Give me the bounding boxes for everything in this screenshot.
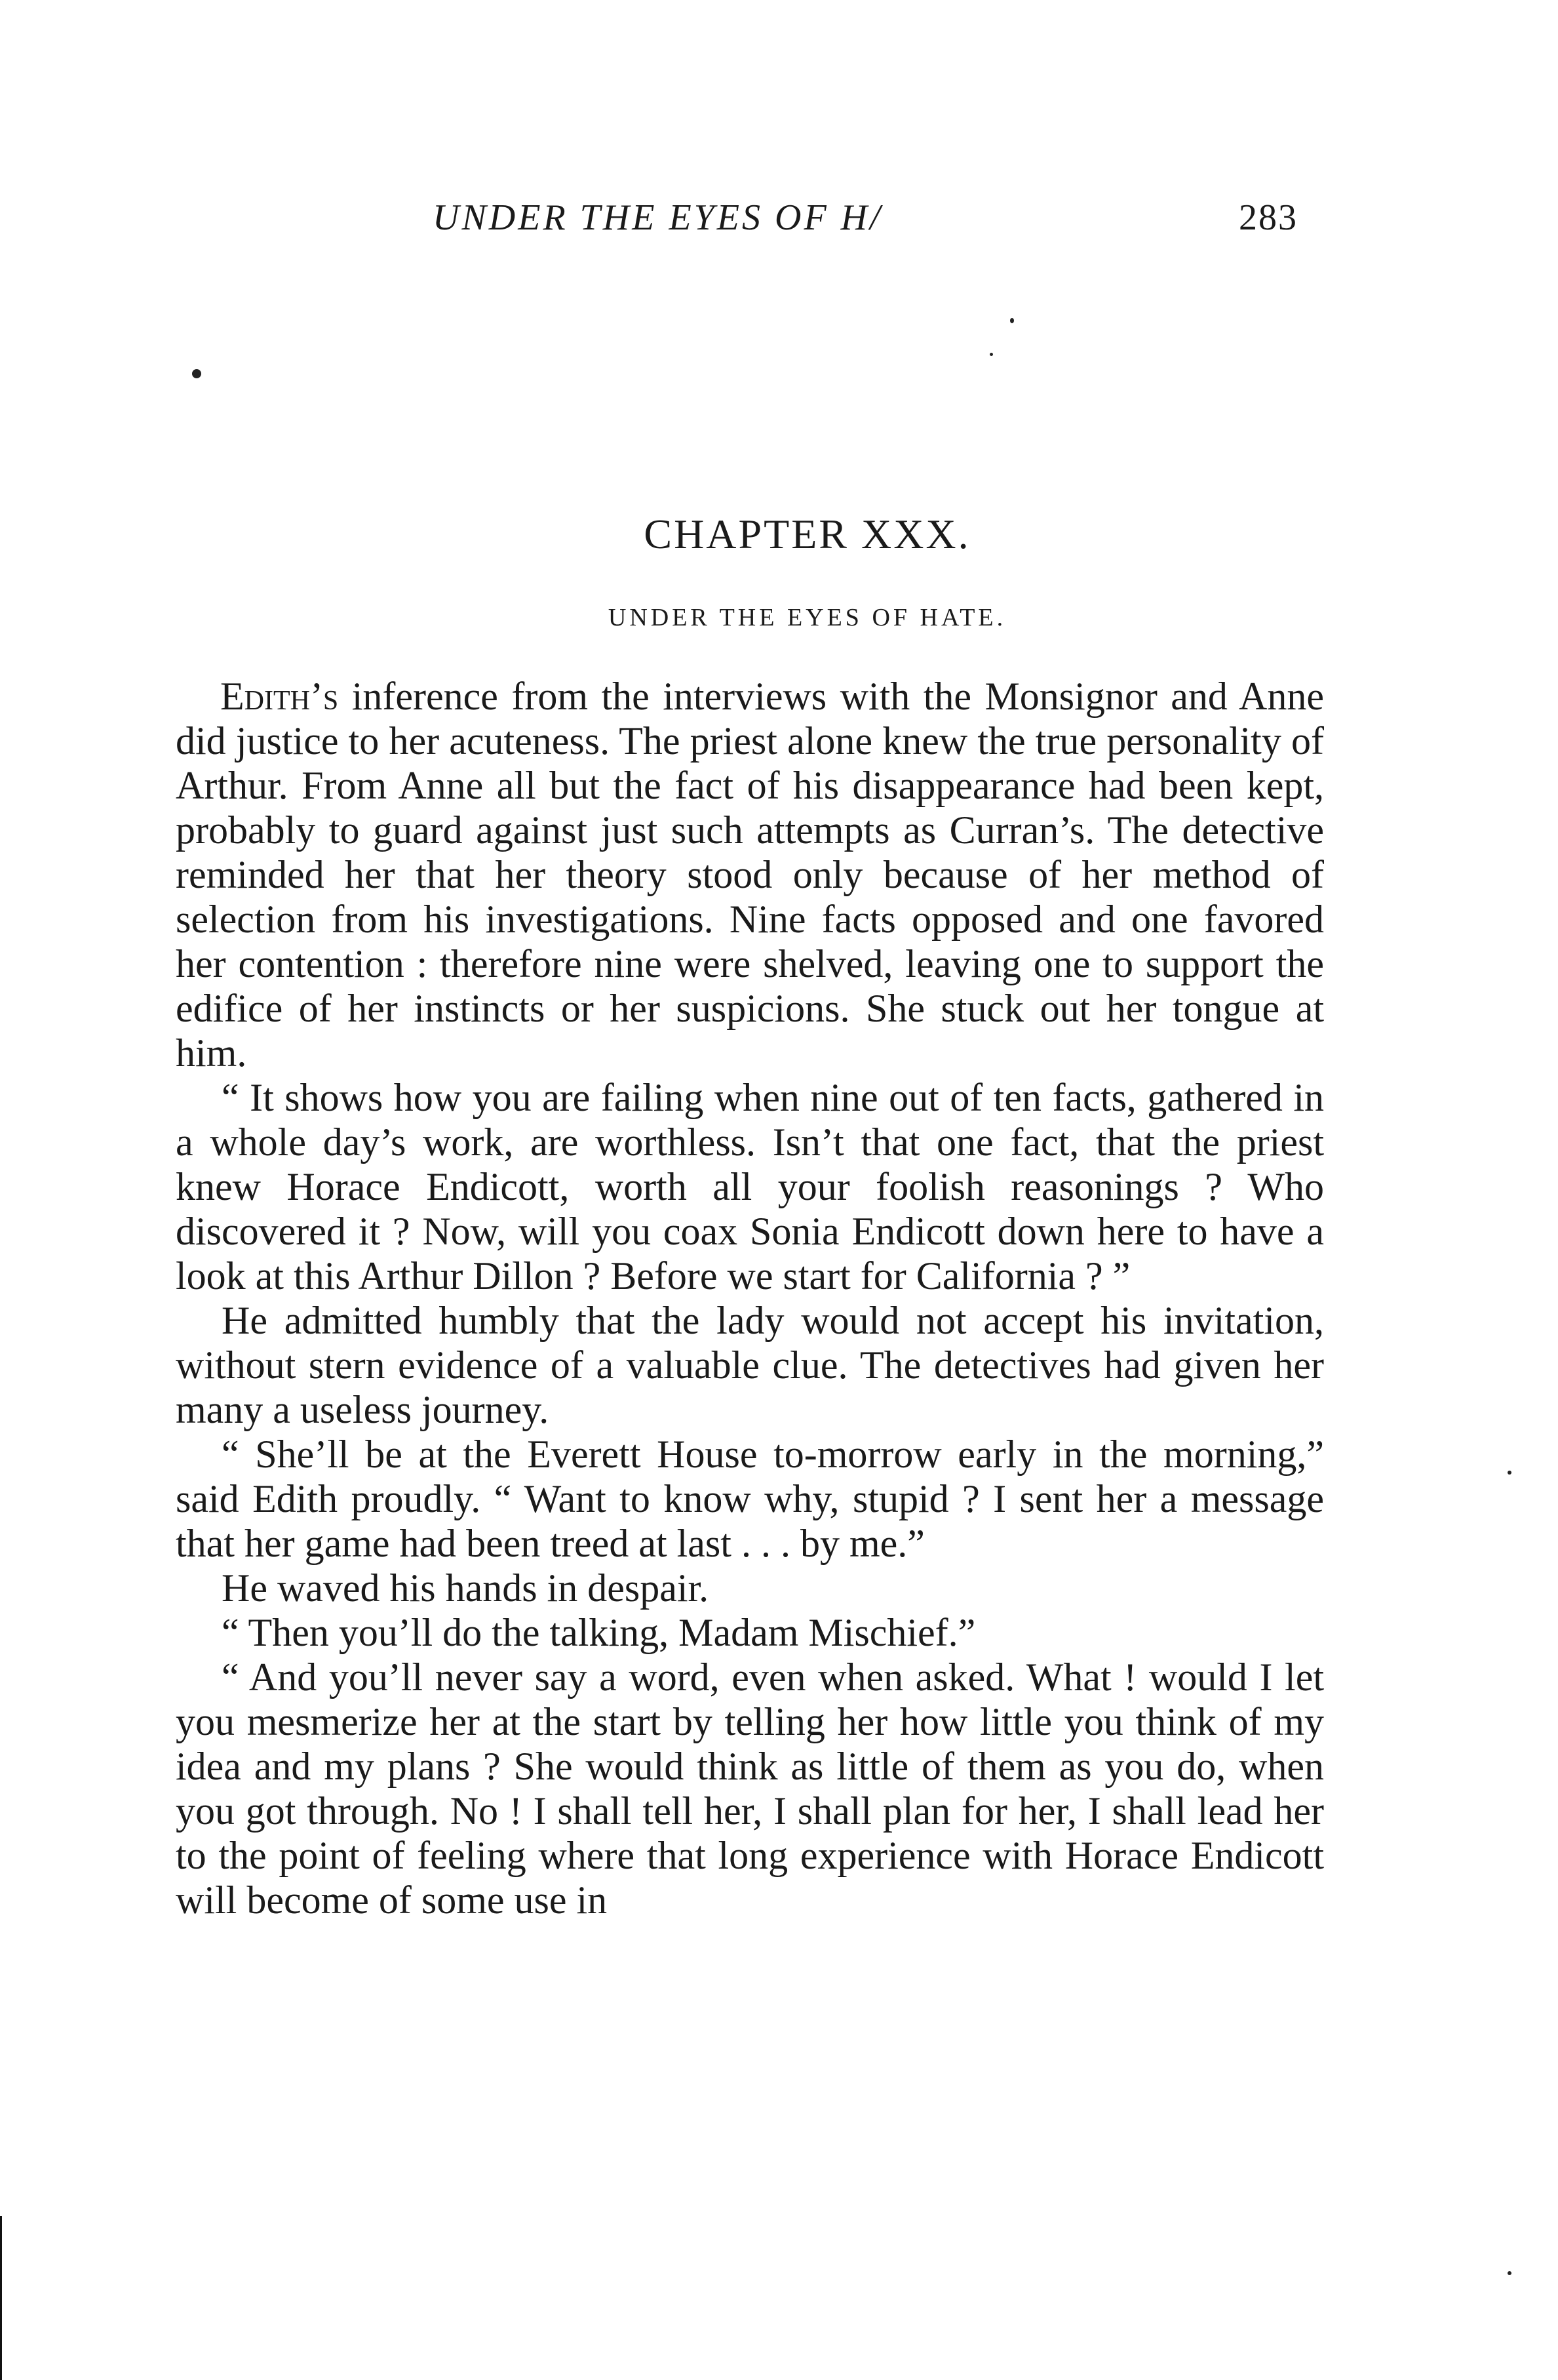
chapter-title: CHAPTER XXX. bbox=[644, 511, 971, 557]
paragraph: He admitted humbly that the lady would not accept his invitation, without stern evidence of a valuable clue. The detectives had given her many a useless journey. bbox=[176, 1299, 1324, 1431]
paragraph: “ It shows how you are failing when nine out of ten facts, gathered in a whole day’s work, are worthless. Isn’t that one fact, that the priest knew Horace Endicott, worth all your foolish reasonings ? Who discovered it ? Now, will you coax Sonia Endicott down here to have a look at this Arthur Dillon ? Before we start for California ? ” bbox=[176, 1076, 1324, 1298]
print-speck bbox=[1010, 318, 1014, 323]
print-speck bbox=[192, 369, 201, 378]
paragraph: He waved his hands in despair. bbox=[222, 1566, 709, 1610]
page-number: 283 bbox=[1239, 197, 1298, 238]
page-edge-line bbox=[0, 2216, 2, 2380]
chapter-subtitle: UNDER THE EYES OF HATE. bbox=[608, 604, 1007, 631]
print-speck bbox=[1508, 2271, 1511, 2275]
paragraph: “ She’ll be at the Everett House to-morrow early in the morning,” said Edith proudly. “ Want to know why, stupid ? I sent her a message that her game had been treed at last . . . by me.” bbox=[176, 1433, 1324, 1565]
paragraph-lead: Edith’s bbox=[220, 675, 339, 718]
paragraph: “ And you’ll never say a word, even when asked. What ! would I let you mesmerize her at the start by telling her how little you think of my idea and my plans ? She would think as little of them as you do, when you got through. No ! I shall tell her, I shall plan for her, I shall lead her to the point of feeling where that long experience with Horace Endicott will become of some use in bbox=[176, 1656, 1324, 1922]
paragraph bbox=[176, 674, 1324, 1075]
print-speck bbox=[1508, 1471, 1511, 1475]
paragraph-text: inference from the interviews with the Monsignor and Anne did justice to her acuteness. The priest alone knew the true personality of Arthur. From Anne all but the fact of his disappearance had been kept, probably to guard against just such attempts as Curran’s. The detective reminded her that her theory stood only because of her method of selection from his investigations. Nine facts opposed and one favored her contention : therefore nine were shelved, leaving one to support the edifice of her instincts or her suspicions. She stuck out her tongue at him. bbox=[176, 675, 1324, 1075]
body-text bbox=[176, 674, 1324, 1922]
paragraph: “ Then you’ll do the talking, Madam Mischief.” bbox=[222, 1611, 976, 1654]
running-head: UNDER THE EYES OF H/ bbox=[433, 197, 883, 238]
print-speck bbox=[990, 353, 993, 356]
